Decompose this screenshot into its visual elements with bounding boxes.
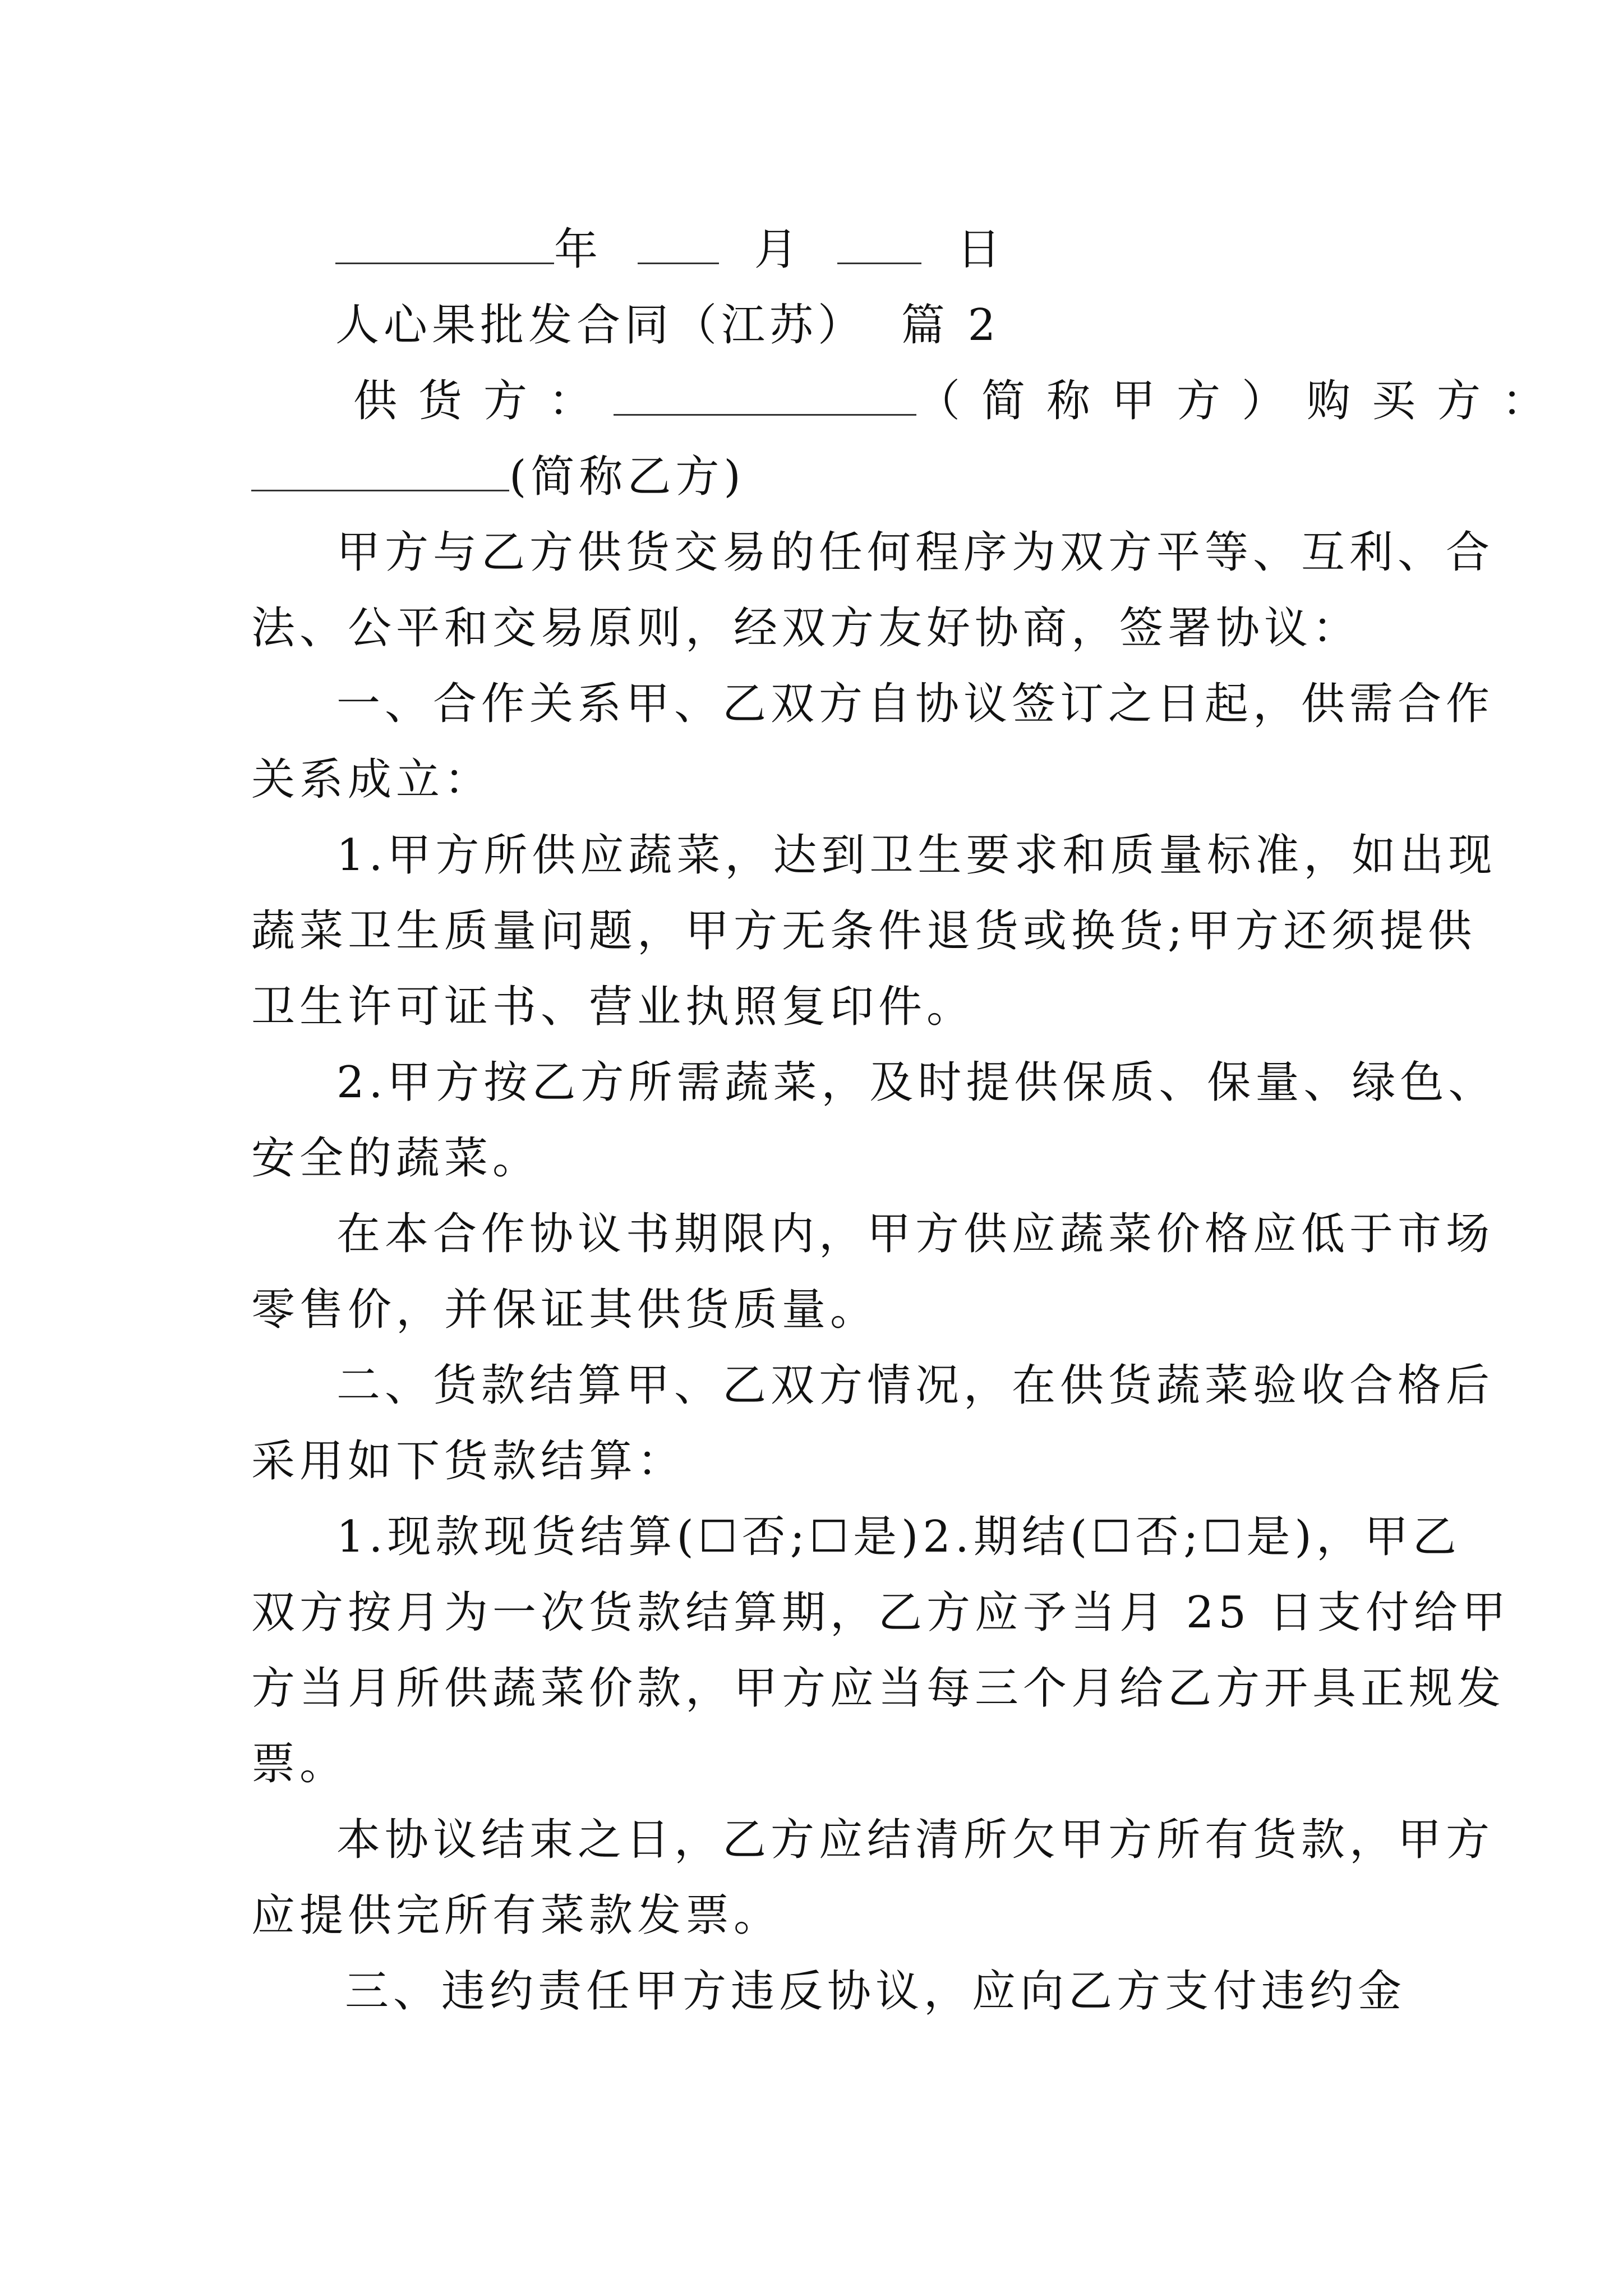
month-blank[interactable] [638,223,719,264]
year-label: 年 [554,224,603,275]
section-heading [335,297,1474,353]
month-label: 月 [754,224,803,275]
heading-part: 篇 2 [901,300,1000,351]
body-line: 2.甲方按乙方所需蔬菜，及时提供保质、保量、绿色、 [336,1057,1497,1108]
buyer-suffix: (简称乙方) [509,452,745,502]
body-line: 一、合作关系甲、乙双方自协议签订之日起，供需合作 [336,679,1495,729]
supplier-suffix: （简称甲方）购买方： [916,376,1567,426]
body-line: 甲方与乙方供货交易的任何程序为双方平等、互利、合 [336,527,1495,578]
body-line: 蔬菜卫生质量问题，甲方无条件退货或换货;甲方还须提供 [251,906,1477,956]
heading-title: 人心果批发合同（江苏） [335,300,866,351]
body-line: 双方按月为一次货款结算期，乙方应予当月 25 日支付给甲 [251,1588,1510,1638]
body-line: 票。 [251,1739,348,1789]
body-line: 零售价，并保证其供货质量。 [251,1285,879,1335]
body-line: 三、违约责任甲方违反协议，应向乙方支付违约金 [345,1966,1407,2017]
body-line: 本协议结束之日，乙方应结清所欠甲方所有货款，甲方 [336,1815,1495,1865]
body-line: 方当月所供蔬菜价款，甲方应当每三个月给乙方开具正规发 [251,1663,1506,1714]
day-blank[interactable] [837,223,921,264]
body-line: 安全的蔬菜。 [251,1133,541,1184]
body-line: 法、公平和交易原则，经双方友好协商，签署协议： [251,603,1361,654]
body-line: 在本合作协议书期限内，甲方供应蔬菜价格应低于市场 [336,1209,1495,1259]
body-line: 采用如下货款结算： [251,1436,686,1487]
year-blank[interactable] [335,223,554,264]
supplier-label: 供货方： [353,376,614,426]
body-line: 应提供完所有菜款发票。 [251,1890,782,1941]
buyer-blank[interactable] [251,450,509,491]
parties-line [353,373,1567,429]
body-line: 关系成立： [251,754,493,805]
date-line [335,222,1474,278]
body-line: 1.现款现货结算(☐否;☐是)2.期结(☐否;☐是)，甲乙 [336,1512,1461,1562]
day-label: 日 [957,224,1006,275]
body-line: 1.甲方所供应蔬菜，达到卫生要求和质量标准，如出现 [336,830,1497,881]
supplier-blank[interactable] [614,375,916,416]
body-line: 卫生许可证书、营业执照复印件。 [251,982,975,1032]
body-line: 二、货款结算甲、乙双方情况，在供货蔬菜验收合格后 [336,1360,1495,1411]
buyer-line [251,449,1390,505]
